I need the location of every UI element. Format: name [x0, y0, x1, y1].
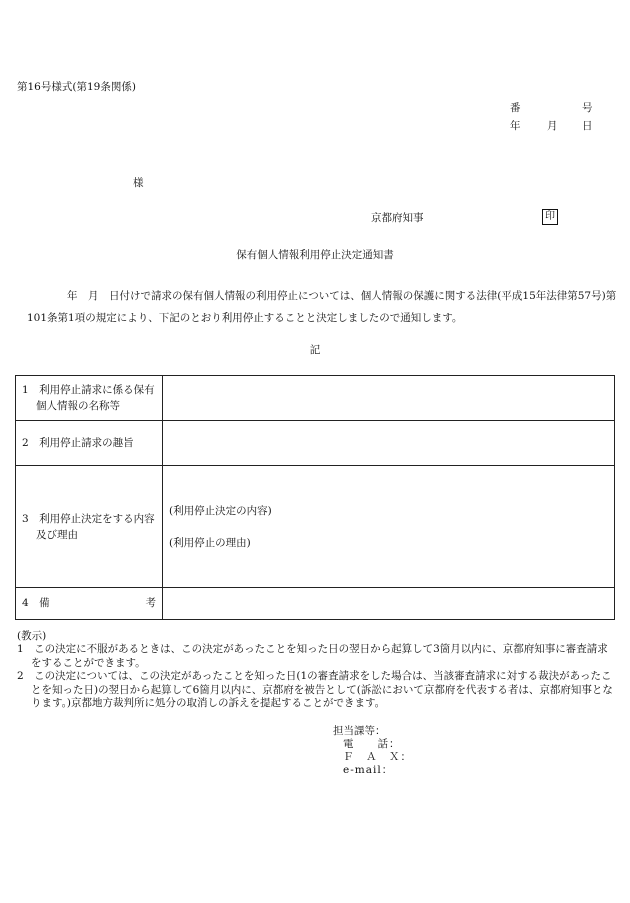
seal-mark: 印 [542, 209, 558, 225]
contact-dept: 担当課等： [333, 725, 386, 737]
note-item-2: 2 この決定については、この決定があったことを知った日(1の審査請求をした場合は、当該審査請求に対する裁決があったことを知った日)の翌日から起算して6箇月以内に、京都府を被告として(訴訟において京都府を代表する者は、京都府知事となります。)京都地方裁判所に処分の取消しの訴えを提起することができます。 [17, 670, 613, 709]
contact-email: e-mail： [343, 764, 394, 776]
notes-section [17, 629, 617, 711]
body-text: 年 月 日付けで請求の保有個人情報の利用停止については、個人情報の保護に関する法律(平成15年法律第57号)第101条第1項の規定により、下記のとおり利用停止することと決定しましたので通知します。 [27, 290, 617, 324]
row3-label-text: 3 利用停止決定をする内容及び理由 [22, 512, 155, 541]
date-day: 日 [582, 120, 593, 132]
table-row [16, 588, 615, 620]
issuer-name: 京都府知事 [371, 212, 424, 224]
row1-value [163, 376, 615, 421]
date-year: 年 [510, 120, 521, 132]
number-label: 番 [510, 102, 521, 114]
form-number: 第16号様式(第19条関係) [17, 81, 136, 93]
body-paragraph [27, 285, 619, 329]
date-month: 月 [547, 120, 558, 132]
decision-table [15, 375, 615, 620]
row3-value [163, 466, 615, 588]
contact-fax: Ｆ Ａ Ｘ： [343, 751, 412, 763]
row1-label [16, 376, 163, 421]
ki-heading: 記 [309, 344, 321, 356]
table-row [16, 466, 615, 588]
document-number-line [510, 101, 594, 115]
row1-label-text: 1 利用停止請求に係る保有個人情報の名称等 [22, 384, 155, 412]
date-line [510, 119, 594, 133]
document-title: 保有個人情報利用停止決定通知書 [236, 249, 394, 261]
row4-value [163, 588, 615, 620]
table-row [16, 421, 615, 466]
row4-label-end: 考 [145, 597, 156, 610]
table-row [16, 376, 615, 421]
addressee-suffix: 様 [133, 177, 144, 189]
row3-label [16, 466, 163, 588]
row4-label-text [22, 596, 156, 610]
contact-block [333, 725, 412, 777]
row4-label-start: 4 備 [22, 597, 50, 610]
note-item-1: 1 この決定に不服があるときは、この決定があったことを知った日の翌日から起算して3箇月以内に、京都府知事に審査請求をすることができます。 [17, 643, 608, 669]
row2-label-text: 2 利用停止請求の趣旨 [22, 437, 134, 449]
row2-value [163, 421, 615, 466]
contact-phone: 電 話： [343, 738, 401, 750]
decision-content-label: (利用停止決定の内容) [169, 504, 272, 517]
decision-reason-label: (利用停止の理由) [169, 536, 251, 549]
number-suffix: 号 [582, 102, 593, 114]
row4-label [16, 588, 163, 620]
notes-heading: (教示) [17, 630, 47, 642]
row2-label [16, 421, 163, 466]
